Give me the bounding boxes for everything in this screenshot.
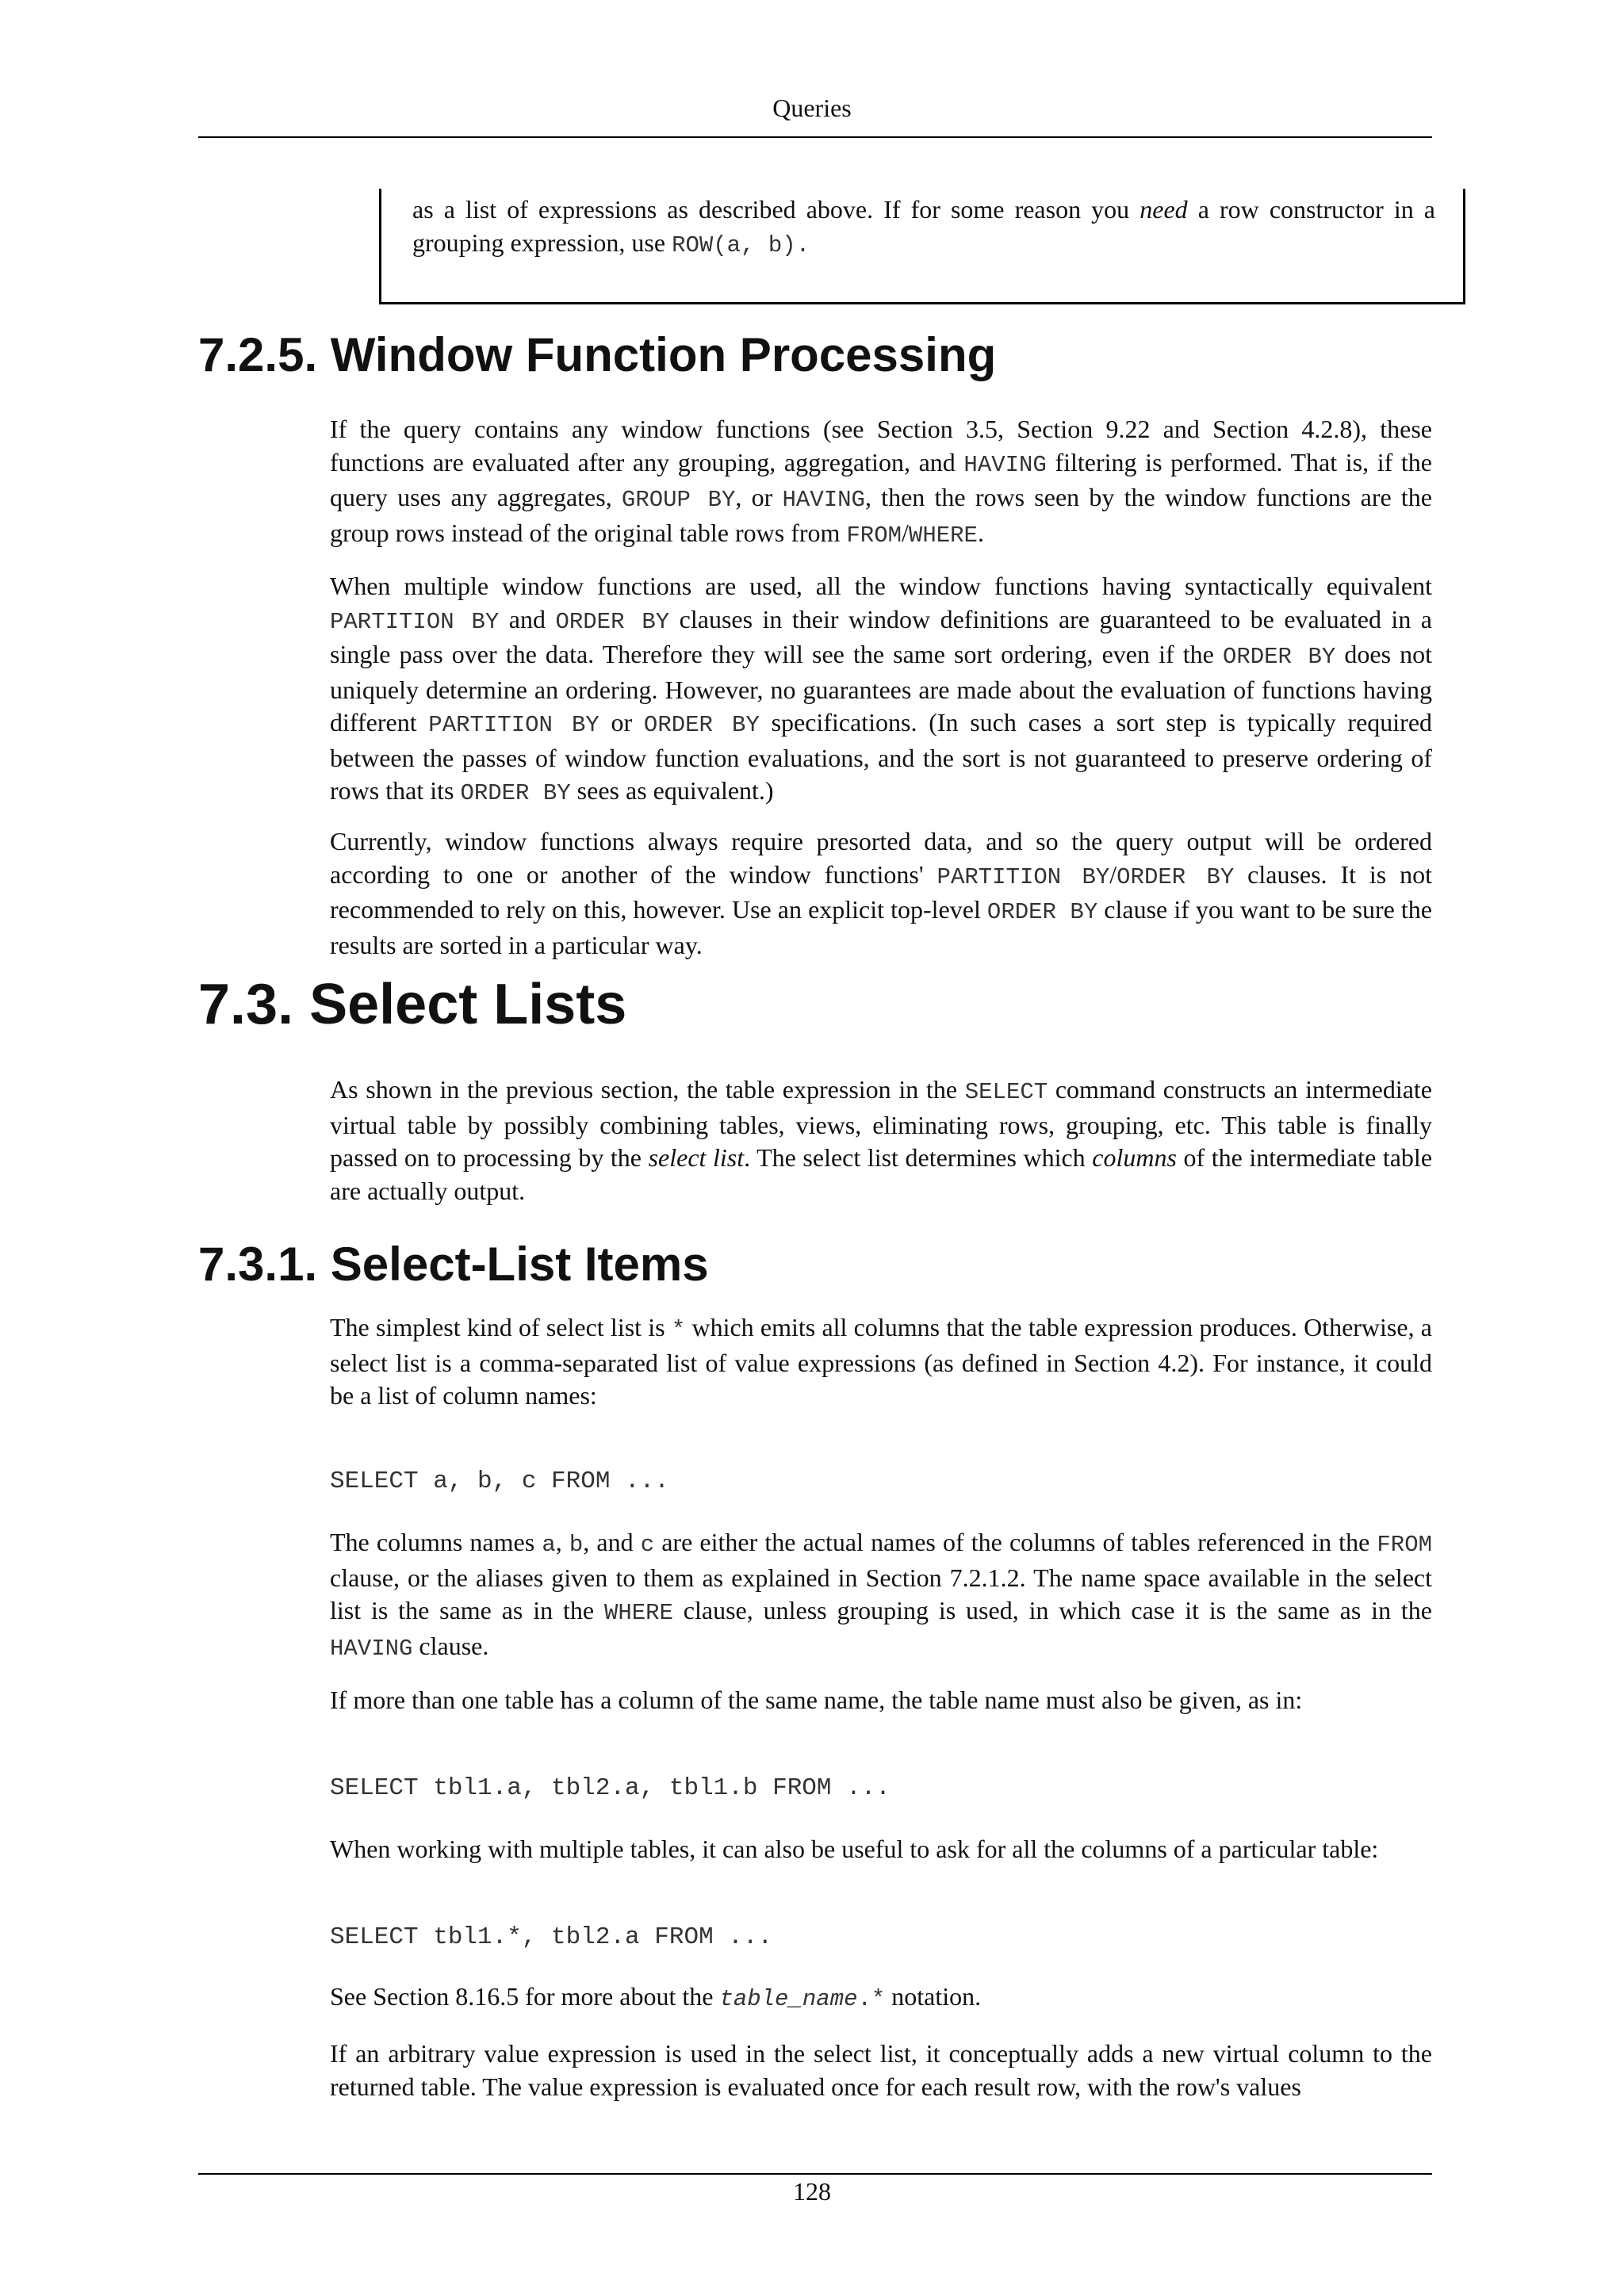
- text: of the intermediate table are actually output.: [330, 1143, 1433, 1205]
- inline-code: WHERE: [603, 1600, 673, 1626]
- inline-code: ORDER BY: [1116, 863, 1235, 890]
- text: or: [599, 708, 644, 737]
- inline-code: *: [671, 1317, 686, 1343]
- text: See Section 8.16.5 for more about the: [330, 1982, 720, 2011]
- text: .: [795, 232, 810, 258]
- text: as a list of expressions as described above. If for some reason you: [412, 195, 1140, 224]
- text: and: [499, 604, 556, 633]
- paragraph: [330, 1311, 1432, 1413]
- text: does not uniquely determine an ordering. However, no guarantees are made about the evaluation of functions having different: [330, 640, 1433, 737]
- text: The simplest kind of select list is: [330, 1313, 672, 1341]
- text: /: [902, 518, 909, 547]
- emphasis: columns: [1092, 1143, 1177, 1172]
- inline-code: PARTITION BY: [428, 712, 599, 738]
- paragraph: If more than one table has a column of the same name, the table name must also be given, as in:: [330, 1686, 1303, 1714]
- text: notation.: [885, 1982, 982, 2011]
- text: , then the rows seen by the window functions are the group rows instead of the original table rows from: [330, 483, 1432, 547]
- inline-code: HAVING: [782, 487, 865, 513]
- text: clause, or the aliases given to them as explained in Section 7.2.1.2. The name space available in the select list is the same as in the: [330, 1563, 1432, 1624]
- text: If the query contains any window functions (see Section 3.5, Section 9.22 and Section 4.2.8), these functions are evaluated after any grouping, aggregation, and: [330, 415, 1432, 476]
- inline-code: FROM: [1377, 1532, 1433, 1558]
- inline-code: ORDER BY: [986, 899, 1098, 925]
- inline-code: .*: [857, 1986, 886, 2012]
- paragraph: [330, 570, 1432, 810]
- emphasis: need: [1139, 195, 1188, 224]
- text: . The select list determines which: [744, 1143, 1093, 1172]
- text: sees as equivalent.): [570, 776, 774, 805]
- text: When multiple window functions are used, all the window functions having syntactically equivalent: [330, 572, 1432, 600]
- emphasis: select list: [648, 1143, 745, 1172]
- inline-code: ROW(a, b): [672, 232, 796, 258]
- text: , and: [583, 1528, 641, 1556]
- running-header: Queries: [772, 94, 852, 122]
- inline-code-replaceable: table_name: [719, 1986, 858, 2012]
- inline-code: PARTITION BY: [330, 608, 500, 635]
- inline-code: PARTITION BY: [936, 863, 1110, 890]
- text: , or: [735, 483, 783, 511]
- inline-code: a: [542, 1532, 556, 1558]
- code-block: SELECT a, b, c FROM ...: [330, 1468, 669, 1495]
- code-block: SELECT tbl1.*, tbl2.a FROM ...: [330, 1923, 773, 1951]
- inline-code: ORDER BY: [460, 780, 571, 806]
- text: which emits all columns that the table expression produces. Otherwise, a select list is a comma-separated list of value expressions (as defined in Section 4.2). For instance, it could be a list of column names:: [330, 1313, 1433, 1410]
- inline-code: GROUP BY: [621, 487, 736, 513]
- inline-code: ORDER BY: [555, 608, 670, 635]
- text: Currently, window functions always require presorted data, and so the query output will be ordered according to one or another of the window functions': [330, 827, 1432, 889]
- paragraph: [330, 1073, 1432, 1207]
- text: specifications. (In such cases a sort step is typically required between the passes of window function evaluations, and the sort is not guaranteed to preserve ordering of rows that its: [330, 708, 1433, 805]
- text: ,: [555, 1528, 569, 1556]
- text: clause if you want to be sure the results are sorted in a particular way.: [330, 895, 1432, 959]
- paragraph: When working with multiple tables, it can also be useful to ask for all the columns of a particular table:: [330, 1835, 1379, 1863]
- inline-code: HAVING: [330, 1635, 413, 1662]
- inline-code: FROM: [846, 522, 902, 549]
- text: /: [1109, 859, 1117, 889]
- code-block: SELECT tbl1.a, tbl2.a, tbl1.b FROM ...: [330, 1774, 891, 1802]
- text: command constructs an intermediate virtual table by possibly combining tables, views, eliminating rows, grouping, etc. This table is finally passed on to processing by the: [330, 1075, 1433, 1172]
- page-number: 128: [793, 2177, 831, 2206]
- section-heading-7-3-1: 7.3.1. Select-List Items: [198, 1238, 709, 1291]
- paragraph: [330, 1980, 1432, 2016]
- inline-code: HAVING: [963, 451, 1047, 478]
- paragraph: [330, 1526, 1432, 1665]
- text: As shown in the previous section, the table expression in the: [330, 1075, 965, 1104]
- text: are either the actual names of the columns of tables referenced in the: [654, 1528, 1377, 1556]
- text: The columns names: [330, 1528, 542, 1556]
- text: clause.: [412, 1631, 489, 1660]
- text: clauses in their window definitions are guaranteed to be evaluated in a single pass over the data. Therefore they will see the same sort ordering, even if the: [330, 604, 1432, 668]
- paragraph: [330, 825, 1432, 962]
- paragraph: If an arbitrary value expression is used in the select list, it conceptually adds a new virtual column to the returned table. The value expression is evaluated once for each result row, with the row's values: [330, 2039, 1432, 2101]
- section-heading-7-3: 7.3. Select Lists: [198, 973, 627, 1036]
- inline-code: b: [569, 1532, 584, 1558]
- note-text: [412, 193, 1435, 262]
- footer-rule: [198, 2173, 1432, 2175]
- inline-code: SELECT: [964, 1079, 1048, 1105]
- inline-code: ORDER BY: [1222, 644, 1336, 670]
- inline-code: WHERE: [908, 522, 978, 549]
- text: clauses. It is not recommended to rely on this, however. Use an explicit top-level: [330, 859, 1432, 924]
- inline-code: ORDER BY: [643, 712, 760, 738]
- text: clause, unless grouping is used, in which case it is the same as in the: [672, 1596, 1433, 1624]
- header-rule: [198, 136, 1432, 138]
- section-heading-7-2-5: 7.2.5. Window Function Processing: [198, 328, 997, 381]
- inline-code: c: [640, 1532, 655, 1558]
- text: a row constructor in a grouping expression, use: [412, 195, 1436, 257]
- text: .: [977, 518, 984, 547]
- paragraph: [330, 413, 1432, 552]
- text: filtering is performed. That is, if the query uses any aggregates,: [330, 447, 1433, 511]
